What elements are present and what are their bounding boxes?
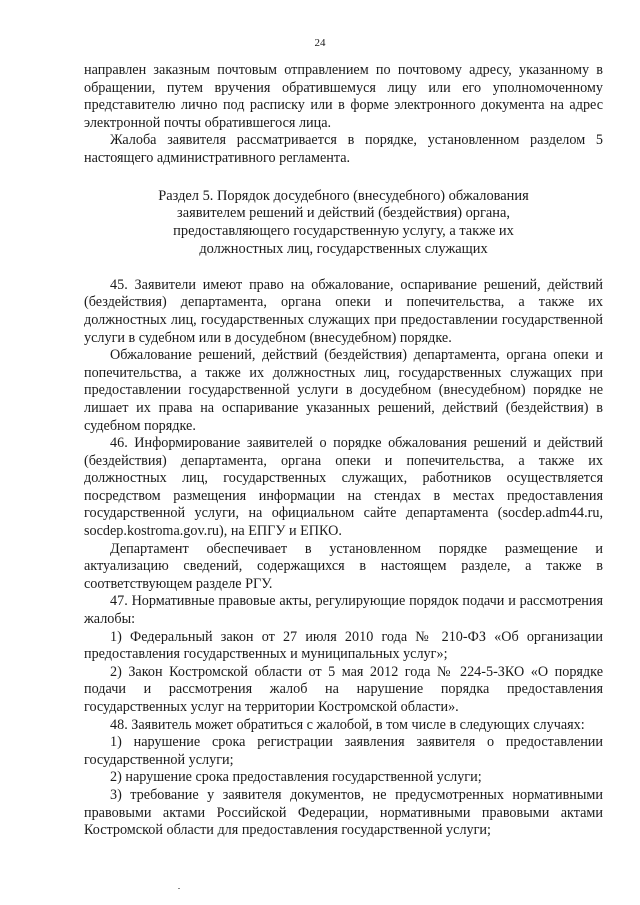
page-number: 24	[314, 37, 326, 49]
paragraph-48: 48. Заявитель может обратиться с жалобой, в том числе в следующих случаях:	[110, 716, 585, 733]
paragraph-continuation: направлен заказным почтовым отправлением по почтовому адресу, указанному в обращении, путем вручения обратившемуся лицу или его уполномоченному представителю лично под расписку или в форме электронного документа на адрес электронной почты обратившегося лица.	[84, 62, 603, 131]
document-body	[84, 62, 603, 840]
paragraph-45: 45. Заявители имеют право на обжалование, оспаривание решений, действий (бездействия) департамента, органа опеки и попечительства, а также их должностных лиц, государственных служащих при предоставлении государственной услуги в судебном или в досудебном (внесудебном) порядке.	[84, 276, 603, 346]
scan-speck	[178, 888, 180, 889]
paragraph-46: 46. Информирование заявителей о порядке обжалования решений и действий (бездействия) департамента, органа опеки и попечительства, а также их должностных лиц, государственных служащих, работников осуществляется посредством размещения информации на стендах в местах предоставления государственной услуги, на официальном сайте департамента (socdep.adm44.ru, socdep.kostroma.gov.ru), на ЕПГУ и ЕПКО.	[84, 435, 603, 540]
section-title-line: заявителем решений и действий (бездействия) органа,	[177, 205, 510, 222]
paragraph-47: 47. Нормативные правовые акты, регулирующие порядок подачи и рассмотрения жалобы:	[84, 593, 603, 628]
section-title-line: должностных лиц, государственных служащих	[199, 240, 488, 257]
paragraph-48-item-2: 2) нарушение срока предоставления государственной услуги;	[110, 769, 482, 786]
paragraph-48-item-1: 1) нарушение срока регистрации заявления заявителя о предоставлении государственной услуги;	[84, 734, 603, 768]
paragraph-48-item-3: 3) требование у заявителя документов, не предусмотренных нормативными правовыми актами Российской Федерации, нормативными правовыми актами Костромской области для предоставления государственной услуги;	[84, 786, 603, 839]
paragraph-45-appeal: Обжалование решений, действий (бездействия) департамента, органа опеки и попечительства, а также их должностных лиц, государственных служащих при предоставлении государственной услуги в досудебном (внесудебном) порядке не лишает их права на оспаривание указанных решений, действий (бездействия) в судебном порядке.	[84, 347, 603, 434]
paragraph-complaint-procedure: Жалоба заявителя рассматривается в порядке, установленном разделом 5 настоящего административного регламента.	[84, 132, 603, 166]
section-title-line: предоставляющего государственную услугу, а также их	[173, 223, 514, 240]
paragraph-47-item-2: 2) Закон Костромской области от 5 мая 2012 года № 224-5-ЗКО «О порядке подачи и рассмотрения жалоб на нарушение порядка предоставления государственных услуг на территории Костромской области».	[84, 663, 603, 715]
section-title-line: Раздел 5. Порядок досудебного (внесудебного) обжалования	[158, 187, 529, 204]
paragraph-46-department: Департамент обеспечивает в установленном порядке размещение и актуализацию сведений, содержащихся в настоящем разделе, а также в соответствующем разделе РГУ.	[84, 540, 603, 592]
section-title	[84, 188, 603, 259]
paragraph-47-item-1: 1) Федеральный закон от 27 июля 2010 года № 210-ФЗ «Об организации предоставления государственных и муниципальных услуг»;	[84, 628, 603, 663]
